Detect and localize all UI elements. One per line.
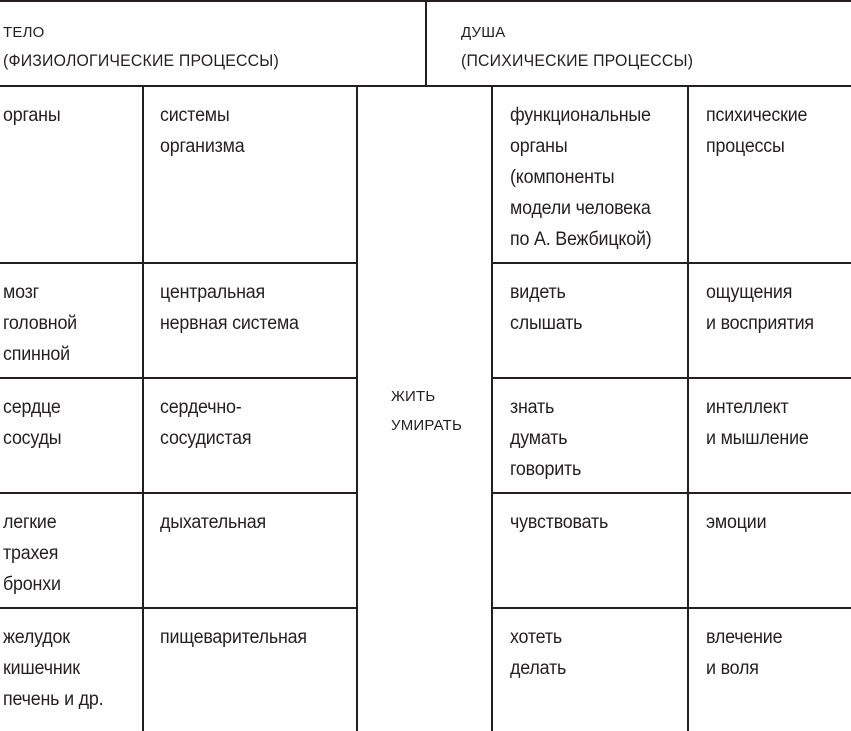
row-1-organs: мозг головной спинной bbox=[3, 282, 77, 365]
row-3-process: эмоции bbox=[706, 512, 767, 533]
row-1-functions: видеть слышать bbox=[510, 282, 583, 334]
row-divider-right-1 bbox=[491, 262, 851, 264]
body-header-subtitle: (ФИЗИОЛОГИЧЕСКИЕ ПРОЦЕССЫ) bbox=[3, 52, 279, 70]
row-3-organs: легкие трахея бронхи bbox=[3, 512, 61, 595]
column-header-functional-organs: функциональные органы (компоненты модели человека по А. Вежбицкой) bbox=[510, 105, 652, 250]
row-4-system: пищеварительная bbox=[160, 627, 307, 648]
row-divider-left-2 bbox=[0, 377, 357, 379]
column-divider-2 bbox=[356, 86, 358, 731]
row-divider-left-1 bbox=[0, 262, 357, 264]
column-header-organs: органы bbox=[3, 105, 61, 126]
column-divider-3 bbox=[491, 86, 493, 731]
row-2-system: сердечно- сосудистая bbox=[160, 397, 252, 449]
row-1-system: центральная нервная система bbox=[160, 282, 299, 334]
column-divider-1 bbox=[142, 86, 144, 731]
soul-header-title: ДУША bbox=[461, 24, 506, 41]
middle-label-live: ЖИТЬ bbox=[391, 388, 436, 405]
row-2-organs: сердце сосуды bbox=[3, 397, 62, 449]
row-divider-right-2 bbox=[491, 377, 851, 379]
header-divider-vertical bbox=[425, 0, 427, 86]
soul-header-subtitle: (ПСИХИЧЕСКИЕ ПРОЦЕССЫ) bbox=[461, 52, 694, 70]
body-header-title: ТЕЛО bbox=[3, 24, 45, 41]
column-header-systems: системы организма bbox=[160, 105, 245, 157]
row-divider-left-3 bbox=[0, 492, 357, 494]
row-2-functions: знать думать говорить bbox=[510, 397, 582, 480]
column-divider-4 bbox=[687, 86, 689, 731]
row-divider-right-3 bbox=[491, 492, 851, 494]
row-divider-left-4 bbox=[0, 607, 357, 609]
row-3-functions: чувствовать bbox=[510, 512, 609, 533]
row-divider-right-4 bbox=[491, 607, 851, 609]
row-4-functions: хотеть делать bbox=[510, 627, 567, 679]
row-4-process: влечение и воля bbox=[706, 627, 783, 679]
row-4-organs: желудок кишечник печень и др. bbox=[3, 627, 104, 710]
row-1-process: ощущения и восприятия bbox=[706, 282, 814, 334]
row-2-process: интеллект и мышление bbox=[706, 397, 809, 449]
row-3-system: дыхательная bbox=[160, 512, 266, 533]
middle-label-die: УМИРАТЬ bbox=[391, 417, 463, 434]
header-bottom-border bbox=[0, 85, 851, 87]
column-header-mental-processes: психические процессы bbox=[706, 105, 808, 157]
